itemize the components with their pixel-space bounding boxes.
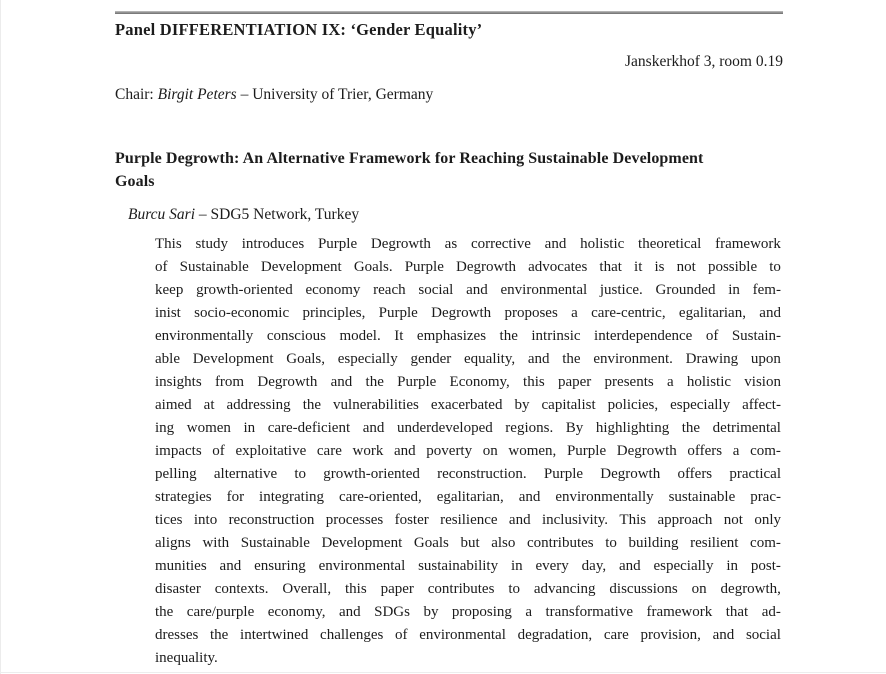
- abstract-line: environmentally conscious model. It emphasizes the intrinsic interdependence of Sustain-: [155, 328, 781, 344]
- author-affiliation: – SDG5 Network, Turkey: [195, 206, 360, 223]
- section-divider-rule: [115, 11, 783, 14]
- abstract-line: able Development Goals, especially gender equality, and the environment. Drawing upon: [155, 351, 781, 367]
- room-note: Janskerkhof 3, room 0.19: [625, 53, 783, 70]
- talk-title-line1: Purple Degrowth: An Alternative Framework for Reaching Sustainable Development: [115, 150, 704, 167]
- abstract-line: of Sustainable Development Goals. Purple Degrowth advocates that it is not possible to: [155, 259, 781, 275]
- abstract-line: This study introduces Purple Degrowth as corrective and holistic theoretical framework: [155, 236, 781, 252]
- abstract-line: inist socio-economic principles, Purple Degrowth proposes a care-centric, egalitarian, and: [155, 305, 781, 321]
- abstract-line: munities and ensuring environmental sustainability in every day, and especially in post-: [155, 558, 781, 574]
- author-line: [115, 205, 783, 225]
- abstract-line: aimed at addressing the vulnerabilities exacerbated by capitalist policies, especially affect-: [155, 397, 781, 413]
- chair-affiliation: – University of Trier, Germany: [236, 86, 434, 103]
- abstract-line: ing women in care-deficient and underdeveloped regions. By highlighting the detrimental: [155, 420, 781, 436]
- talk-title: [115, 147, 783, 193]
- abstract-line: strategies for integrating care-oriented, egalitarian, and environmentally sustainable prac-: [155, 489, 781, 505]
- author-name: Burcu Sari: [128, 206, 196, 223]
- page-left-edge: [0, 0, 1, 674]
- abstract-paragraph: [155, 233, 781, 670]
- abstract-line: aligns with Sustainable Development Goals but also contributes to building resilient com-: [155, 535, 781, 551]
- chair-name: Birgit Peters: [157, 86, 237, 103]
- abstract-line: dresses the intertwined challenges of environmental degradation, care provision, and social: [155, 627, 781, 643]
- abstract-line: insights from Degrowth and the Purple Economy, this paper presents a holistic vision: [155, 374, 781, 390]
- chair-line: [115, 85, 783, 105]
- abstract-line: impacts of exploitative care work and poverty on women, Purple Degrowth offers a com-: [155, 443, 781, 459]
- abstract-line: disaster contexts. Overall, this paper contributes to advancing discussions on degrowth,: [155, 581, 781, 597]
- abstract-line: pelling alternative to growth-oriented reconstruction. Purple Degrowth offers practical: [155, 466, 781, 482]
- talk-title-line2: Goals: [115, 173, 155, 190]
- abstract-line: tices into reconstruction processes foster resilience and inclusivity. This approach not only: [155, 512, 781, 528]
- page-content: [115, 0, 783, 670]
- page-bottom-edge: [0, 672, 886, 673]
- abstract-line: keep growth-oriented economy reach social and environmental justice. Grounded in fem-: [155, 282, 781, 298]
- abstract-line: the care/purple economy, and SDGs by proposing a transformative framework that ad-: [155, 604, 781, 620]
- panel-heading: Panel DIFFERENTIATION IX: ‘Gender Equality’: [115, 20, 483, 39]
- chair-label: Chair:: [115, 86, 158, 103]
- abstract-line: inequality.: [155, 650, 218, 666]
